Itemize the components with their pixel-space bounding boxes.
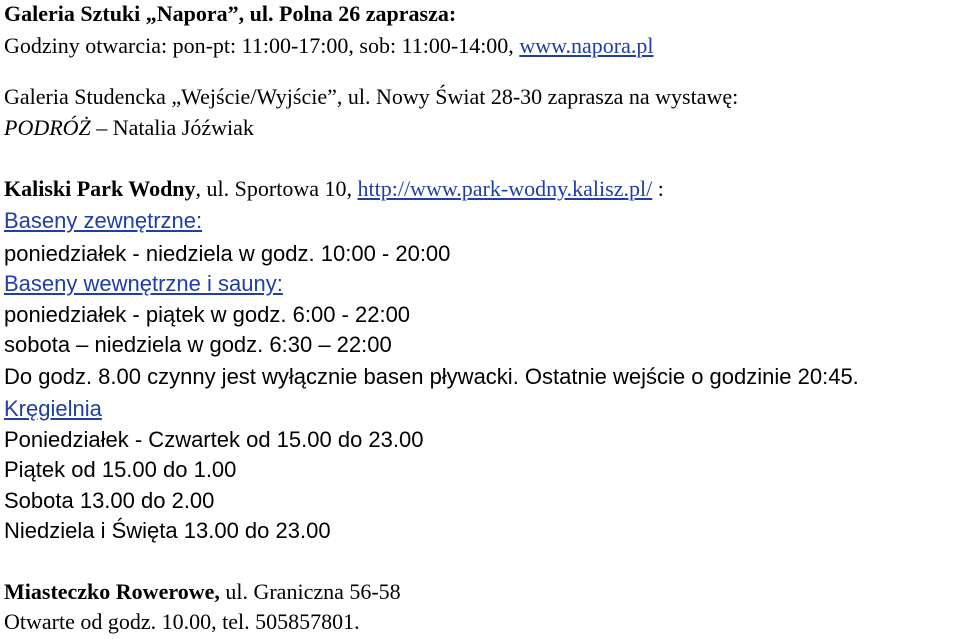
park-name: Kaliski Park Wodny [4, 176, 196, 201]
miasteczko-address: ul. Graniczna 56-58 [219, 579, 401, 604]
napora-link[interactable]: www.napora.pl [519, 33, 654, 58]
miasteczko-open-hours: Otwarte od godz. 10.00, tel. 505857801. [4, 609, 360, 634]
indoor-pools-heading: Baseny wewnętrzne i sauny: [4, 271, 283, 296]
bowling-hours-item: Sobota 13.00 do 2.00 [4, 488, 215, 513]
miasteczko-heading-line [4, 578, 401, 606]
miasteczko-name: Miasteczko Rowerowe, [4, 579, 220, 604]
outdoor-pools-hours: poniedziałek - niedziela w godz. 10:00 - 20:00 [4, 241, 451, 266]
outdoor-pools-heading: Baseny zewnętrzne: [4, 208, 203, 233]
park-link[interactable]: http://www.park-wodny.kalisz.pl/ [357, 176, 653, 201]
bowling-heading: Kręgielnia [4, 396, 102, 421]
park-address: , ul. Sportowa 10, [195, 176, 358, 201]
napora-hours: Godziny otwarcia: pon-pt: 11:00-17:00, sob: 11:00-14:00, [4, 33, 520, 58]
indoor-weekday-hours: poniedziałek - piątek w godz. 6:00 - 22:00 [4, 302, 411, 327]
studencka-title: Galeria Studencka „Wejście/Wyjście”, ul. Nowy Świat 28-30 zaprasza na wystawę: [4, 84, 739, 109]
studencka-exhibition [4, 114, 254, 142]
exhibition-artist: – Natalia Jóźwiak [90, 115, 254, 140]
bowling-hours-item: Piątek od 15.00 do 1.00 [4, 457, 237, 482]
napora-title: Galeria Sztuki „Napora”, ul. Polna 26 zaprasza: [4, 1, 457, 26]
indoor-weekend-hours: sobota – niedziela w godz. 6:30 – 22:00 [4, 332, 392, 357]
napora-hours-line [4, 32, 654, 60]
pool-note: Do godz. 8.00 czynny jest wyłącznie basen pływacki. Ostatnie wejście o godzinie 20:45. [4, 364, 859, 389]
exhibition-title: PODRÓŻ [4, 115, 91, 140]
bowling-hours-item: Poniedziałek - Czwartek od 15.00 do 23.00 [4, 427, 424, 452]
park-link-suffix: : [652, 176, 664, 201]
bowling-hours-item: Niedziela i Święta 13.00 do 23.00 [4, 518, 331, 543]
park-heading-line [4, 175, 664, 203]
